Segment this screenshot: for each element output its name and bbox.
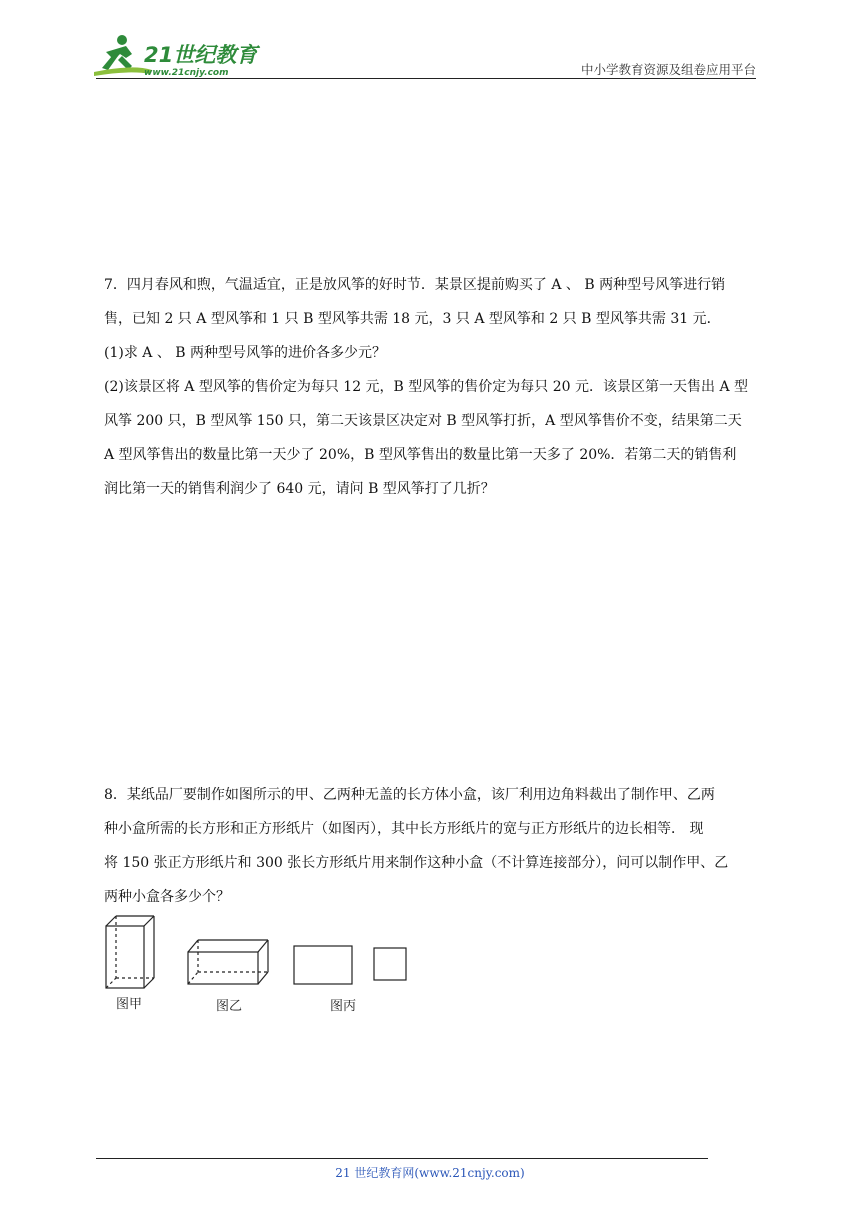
question-7 [104, 268, 760, 506]
q7-part-2-line-2: 风筝 200 只，B 型风筝 150 只，第二天该景区决定对 B 型风筝打折，A 型风筝售价不变，结果第二天 [104, 413, 742, 429]
q7-part-2-line-3: A 型风筝售出的数量比第一天少了 20%，B 型风筝售出的数量比第一天多了 20%．若第二天的销售利 [104, 447, 737, 463]
q8-line-4: 两种小盒各多少个？ [104, 889, 230, 905]
figure-bing-rectangle [294, 946, 352, 984]
figure-yi-flat-box [188, 940, 268, 984]
q8-line-3: 将 150 张正方形纸片和 300 张长方形纸片用来制作这种小盒（不计算连接部分），问可以制作甲、乙 [104, 855, 729, 871]
q8-line-1: 8．某纸品厂要制作如图所示的甲、乙两种无盖的长方体小盒，该厂利用边角料裁出了制作甲、乙两 [104, 787, 715, 803]
q7-line-1: 7．四月春风和煦，气温适宜，正是放风筝的好时节．某景区提前购买了 A 、 B 两种型号风筝进行销 [104, 277, 726, 293]
q8-line-2: 种小盒所需的长方形和正方形纸片（如图丙），其中长方形纸片的宽与正方形纸片的边长相等． 现 [104, 821, 704, 837]
figure-jia-tall-box [106, 916, 154, 988]
caption-yi: 图乙 [216, 999, 243, 1014]
caption-bing: 图丙 [330, 999, 357, 1014]
footer-divider [96, 1158, 708, 1159]
q7-part-2-line-1: (2)该景区将 A 型风筝的售价定为每只 12 元，B 型风筝的售价定为每只 20 元．该景区第一天售出 A 型 [104, 379, 749, 395]
q7-part-2-line-4: 润比第一天的销售利润少了 640 元，请问 B 型风筝打了几折？ [104, 481, 495, 497]
caption-jia: 图甲 [116, 997, 143, 1012]
q7-part-1: (1)求 A 、 B 两种型号风筝的进价各多少元？ [104, 345, 387, 361]
q7-line-2: 售，已知 2 只 A 型风筝和 1 只 B 型风筝共需 18 元，3 只 A 型风筝和 2 只 B 型风筝共需 31 元． [104, 311, 721, 327]
site-label: 中小学教育资源及组卷应用平台 [580, 62, 756, 77]
logo-url: www.21cnjy.com [144, 68, 229, 78]
site-logo [92, 30, 262, 82]
footer-link[interactable]: 21 世纪教育网(www.21cnjy.com) [335, 1166, 525, 1180]
box-figures [96, 912, 436, 1022]
figure-bing-square [374, 948, 406, 980]
question-8 [104, 778, 760, 914]
logo-text: 21世纪教育 [144, 43, 258, 67]
header-divider [96, 78, 756, 79]
